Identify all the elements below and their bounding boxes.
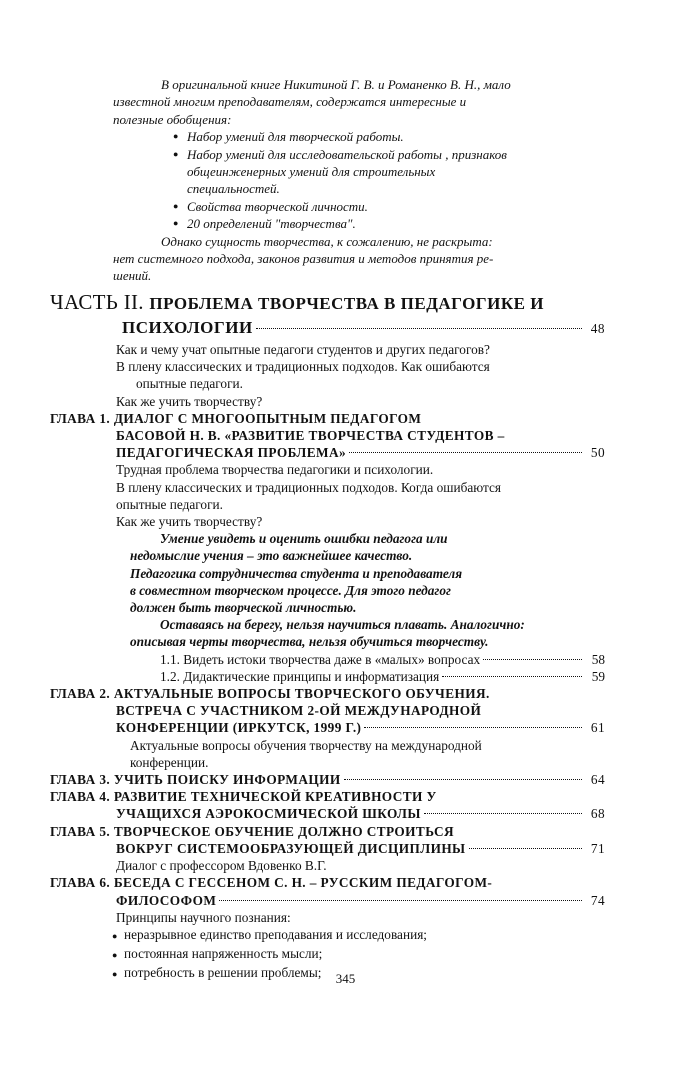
bullet-text: ● Набор умений для исследовательской работы , признаков	[187, 146, 507, 162]
bullet-icon: ●	[112, 930, 118, 941]
dot-leader	[364, 727, 582, 728]
principle-item	[50, 945, 605, 964]
bullet-icon: ●	[112, 969, 118, 980]
chapter-5-note: Диалог с профессором Вдовенко В.Г.	[116, 858, 327, 874]
intro-paragraph-1-line-2: известной многим преподавателям, содержатся интересные и	[113, 94, 467, 110]
page-number-ref: 58	[591, 651, 605, 667]
toc-subline: Как и чему учат опытные педагоги студентов и других педагогов?	[116, 342, 490, 357]
chapter-4-line-1: ГЛАВА 4. РАЗВИТИЕ ТЕХНИЧЕСКОЙ КРЕАТИВНОСТИ У	[50, 789, 437, 805]
principle-text: постоянная напряженность мысли;	[124, 946, 323, 962]
toc-subline: опытные педагоги.	[136, 376, 243, 392]
emphasis-line: описывая черты творчества, нельзя обучиться творчеству.	[130, 634, 489, 650]
chapter-1-line-1: ГЛАВА 1. ДИАЛОГ С МНОГООПЫТНЫМ ПЕДАГОГОМ	[50, 410, 422, 426]
dot-leader	[344, 779, 582, 780]
dot-leader	[424, 813, 582, 814]
chapter-2-line-2: ВСТРЕЧА С УЧАСТНИКОМ 2-ОЙ МЕЖДУНАРОДНОЙ	[116, 703, 482, 719]
chapter-5-line-2: ВОКРУГ СИСТЕМООБРАЗУЮЩЕЙ ДИСЦИПЛИНЫ	[116, 840, 466, 856]
table-of-contents	[50, 290, 605, 984]
chapter-2-line-3: КОНФЕРЕНЦИИ (ИРКУТСК, 1999 Г.)	[116, 720, 362, 736]
chapter-4-line-2-entry	[50, 805, 605, 822]
part-2-prefix: ЧАСТЬ II.	[50, 290, 144, 314]
bullet-text-cont: специальностей.	[187, 181, 280, 197]
chapter-2-note-cont: конференции.	[130, 754, 209, 770]
chapter-1-line-2: БАСОВОЙ Н. В. «РАЗВИТИЕ ТВОРЧЕСТВА СТУДЕНТОВ –	[116, 428, 505, 444]
toc-subline: В плену классических и традиционных подходов. Когда ошибаются	[116, 479, 502, 495]
intro-bullet-item	[173, 128, 573, 145]
page-number-ref: 64	[590, 772, 605, 788]
emphasis-line: в совместном творческом процессе. Для этого педагог	[130, 582, 451, 598]
dot-leader	[442, 676, 582, 677]
intro-paragraph-2-line-3: шений.	[113, 268, 152, 284]
page-number-ref: 74	[590, 892, 605, 908]
page-number-ref: 59	[591, 668, 605, 684]
intro-paragraph-1-line-3: полезные обобщения:	[113, 111, 232, 127]
toc-subline: В плену классических и традиционных подходов. Как ошибаются	[116, 359, 490, 375]
chapter-6-line-2-entry	[50, 892, 605, 909]
section-1-2-entry	[50, 668, 605, 685]
section-title: 1.1. Видеть истоки творчества даже в «малых» вопросах	[160, 651, 481, 667]
toc-subline: Как же учить творчеству?	[116, 393, 263, 409]
emphasis-line: недомыслие учения – это важнейшее качество.	[130, 548, 413, 564]
chapter-1-line-3-entry	[50, 444, 605, 461]
part-2-heading	[50, 290, 605, 316]
chapter-6-line-2: ФИЛОСОФОМ	[116, 892, 217, 908]
toc-subline: опытные педагоги.	[116, 496, 223, 512]
chapter-4-line-2: УЧАЩИХСЯ АЭРОКОСМИЧЕСКОЙ ШКОЛЫ	[116, 806, 421, 822]
emphasis-line: должен быть творческой личностью.	[130, 600, 357, 616]
dot-leader	[483, 659, 582, 660]
chapter-3-title: ГЛАВА 3. УЧИТЬ ПОИСКУ ИНФОРМАЦИИ	[50, 772, 341, 788]
emphasis-line: Педагогика сотрудничества студента и преподавателя	[130, 565, 463, 581]
intro-bullet-item	[173, 198, 573, 215]
page-number: 345	[335, 971, 356, 986]
dot-leader	[469, 848, 582, 849]
chapter-3-entry	[50, 771, 605, 788]
section-1-1-entry	[50, 651, 605, 668]
chapter-2-line-3-entry	[50, 719, 605, 736]
bullet-text: Набор умений для творческой работы.	[187, 129, 404, 145]
part-2-title-line-2-entry	[50, 316, 605, 341]
intro-paragraph-1: В оригинальной книге Никитиной Г. В. и Романенко В. Н., мало	[161, 77, 511, 92]
intro-paragraph-2-line-2: нет системного подхода, законов развития и методов принятия ре-	[113, 251, 494, 267]
chapter-2-line-1: ГЛАВА 2. АКТУАЛЬНЫЕ ВОПРОСЫ ТВОРЧЕСКОГО ОБУЧЕНИЯ.	[50, 686, 490, 702]
intro-block	[113, 76, 573, 285]
principle-item	[50, 926, 605, 945]
bullet-text: 20 определений "творчества".	[187, 216, 356, 232]
intro-bullet-list	[113, 128, 573, 232]
intro-paragraph-2: Однако сущность творчества, к сожалению, не раскрыта:	[161, 233, 493, 249]
intro-bullet-item	[173, 215, 573, 232]
part-2-title-line-1: ПРОБЛЕМА ТВОРЧЕСТВА В ПЕДАГОГИКЕ И	[149, 294, 544, 313]
page-number-ref: 50	[590, 445, 605, 461]
chapter-1-line-3: ПЕДАГОГИЧЕСКАЯ ПРОБЛЕМА»	[116, 445, 347, 461]
bullet-text-cont: общеинженерных умений для строительных	[187, 164, 436, 180]
page-number-ref: 61	[590, 720, 605, 736]
page-number-ref: 68	[590, 806, 605, 822]
toc-subline: Как же учить творчеству?	[116, 514, 263, 530]
emphasis-line: Оставаясь на берегу, нельзя научиться плавать. Аналогично:	[160, 617, 525, 633]
section-title: 1.2. Дидактические принципы и информатизация	[160, 668, 440, 684]
chapter-6-line-1: ГЛАВА 6. БЕСЕДА С ГЕССЕНОМ С. Н. – РУССКИМ ПЕДАГОГОМ-	[50, 875, 493, 891]
chapter-5-line-2-entry	[50, 840, 605, 857]
bullet-text: Свойства творческой личности.	[187, 198, 368, 214]
page-number-ref: 71	[590, 840, 605, 856]
dot-leader	[256, 328, 582, 329]
part-2-title-line-2: ПСИХОЛОГИИ	[122, 318, 253, 337]
chapter-6-intro: Принципы научного познания:	[116, 909, 291, 925]
toc-subline: Трудная проблема творчества педагогики и психологии.	[116, 462, 434, 478]
dot-leader	[349, 452, 582, 453]
dot-leader	[219, 900, 582, 901]
page-number-ref: 48	[590, 321, 605, 336]
bullet-icon: ●	[112, 950, 118, 961]
principle-text: неразрывное единство преподавания и исследования;	[124, 926, 428, 942]
chapter-2-note: Актуальные вопросы обучения творчеству на международной	[130, 737, 482, 753]
chapter-5-line-1: ГЛАВА 5. ТВОРЧЕСКОЕ ОБУЧЕНИЕ ДОЛЖНО СТРОИТЬСЯ	[50, 823, 455, 839]
principle-text: потребность в решении проблемы;	[124, 965, 322, 981]
intro-bullet-item	[173, 146, 573, 198]
emphasis-line: Умение увидеть и оценить ошибки педагога или	[160, 531, 448, 547]
